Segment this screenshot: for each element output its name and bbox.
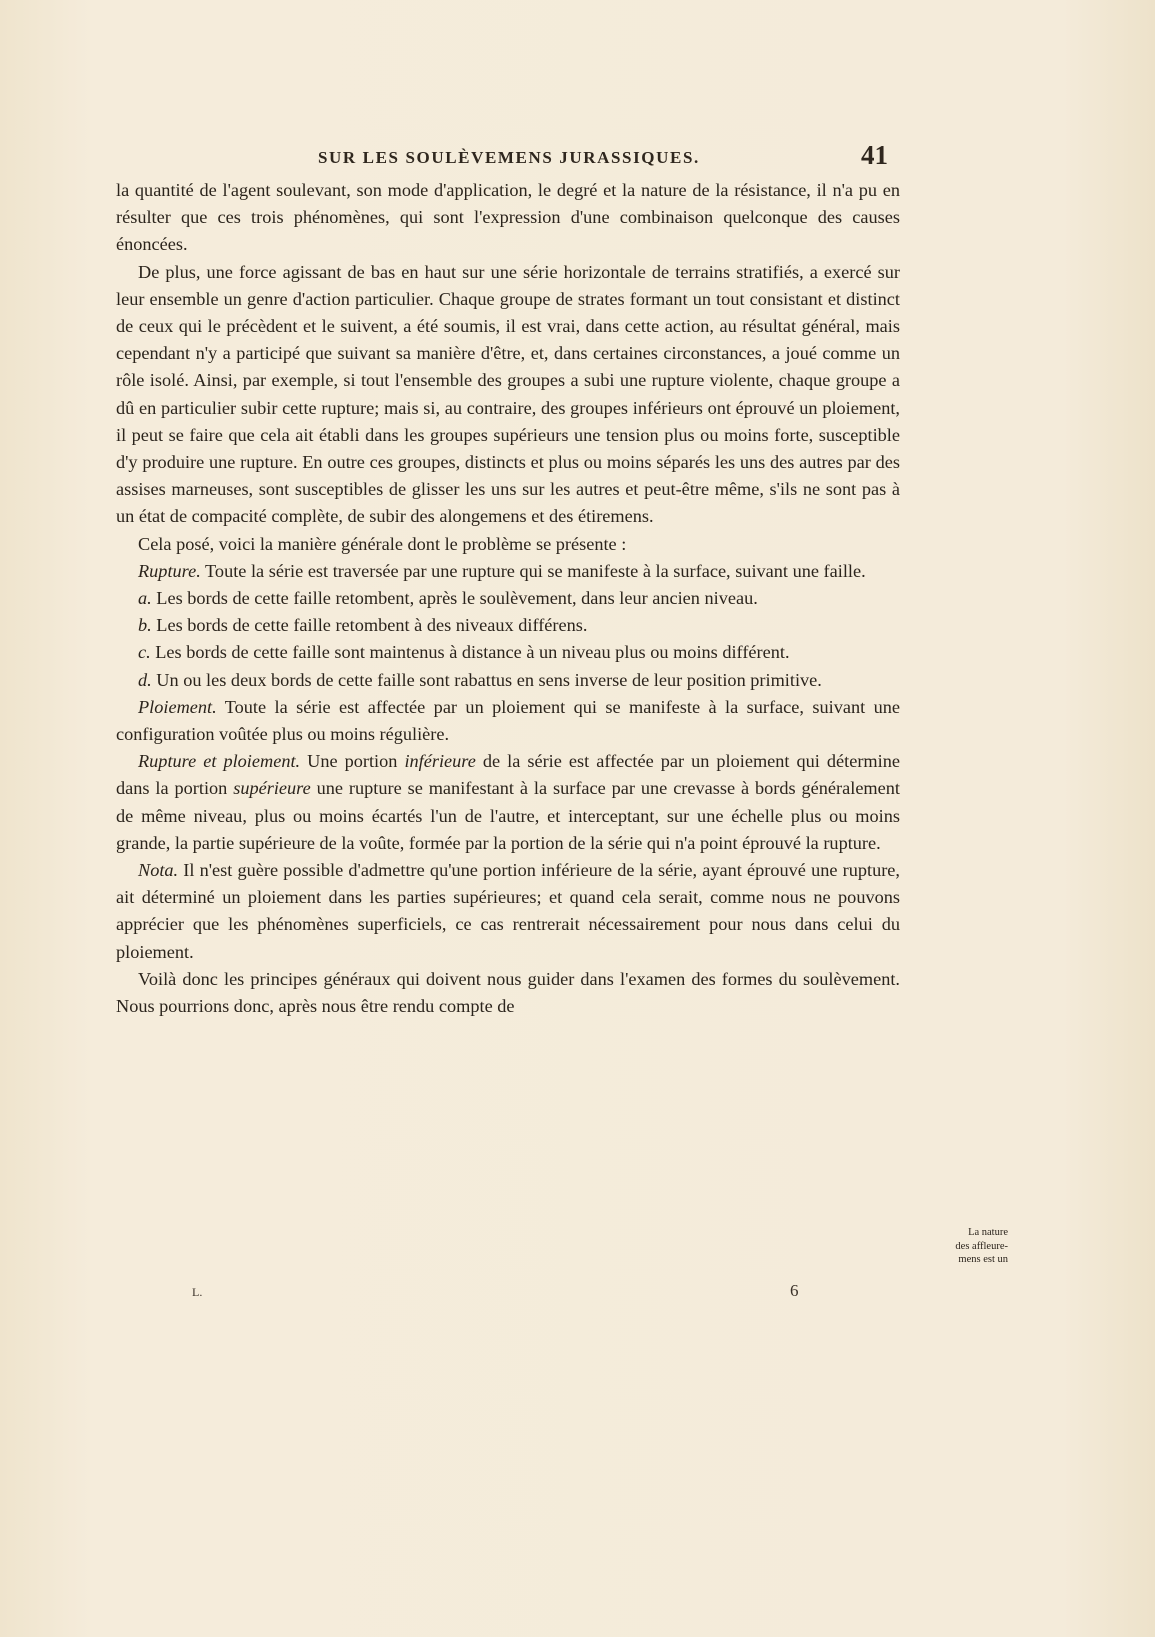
emphasis-inferieure: inférieure	[404, 751, 476, 772]
label-c: c.	[138, 642, 151, 663]
margin-note-line-3: mens est un	[958, 1254, 1008, 1265]
paragraph-c	[116, 639, 900, 666]
label-nota: Nota.	[138, 860, 179, 881]
text-nota: Il n'est guère possible d'admettre qu'une portion inférieure de la série, ayant éprouvé une rupture, ait déterminé un ploiement dans les parties supérieures; et quand cela serait, comme nous ne pouvons apprécier que les phénomènes superficiels, ce cas rentrerait nécessairement pour nous dans celui du ploiement.	[116, 860, 900, 962]
paragraph-ploiement	[116, 694, 900, 748]
text-rupture: Toute la série est traversée par une rupture qui se manifeste à la surface, suivant une faille.	[200, 560, 866, 581]
text-b: Les bords de cette faille retombent à des niveaux différens.	[151, 615, 588, 636]
margin-note-line-1: La nature	[968, 1227, 1008, 1238]
label-rupture: Rupture.	[138, 560, 201, 581]
label-rupture-ploiement: Rupture et ploiement.	[138, 751, 301, 772]
paragraph-rupture	[116, 558, 900, 585]
margin-note-line-2: des affleure-	[955, 1240, 1008, 1252]
signature-mark: L.	[192, 1285, 203, 1299]
text-d: Un ou les deux bords de cette faille sont rabattus en sens inverse de leur position primitive.	[151, 669, 822, 690]
text-ploiement: Toute la série est affectée par un ploiement qui se manifeste à la surface, suivant une configuration voûtée plus ou moins régulière.	[116, 696, 900, 745]
text-c: Les bords de cette faille sont maintenus à distance à un niveau plus ou moins différent.	[150, 642, 790, 663]
label-a: a.	[138, 588, 152, 609]
margin-note	[904, 1226, 1008, 1267]
text-rupture-ploiement-a: Une portion	[300, 751, 405, 772]
label-b: b.	[138, 615, 152, 636]
running-title: SUR LES SOULÈVEMENS JURASSIQUES.	[318, 148, 700, 167]
paragraph-a	[116, 585, 900, 612]
text-rupture-ploiement-c: une rupture se manifestant à la surface par une crevasse à bords généralement de même niveau, plus ou moins écartés l'un de l'autre, et interceptant, sur une échelle plus ou moins grande, la partie supérieure de la voûte, formée par la portion de la série qui n'a point éprouvé la rupture.	[116, 778, 900, 853]
paragraph-d	[116, 667, 900, 694]
text-a: Les bords de cette faille retombent, après le soulèvement, dans leur ancien niveau.	[151, 588, 758, 609]
body-text	[116, 177, 900, 1020]
paragraph-rupture-ploiement	[116, 748, 900, 857]
page-number: 41	[861, 140, 888, 170]
text-rupture-ploiement-b: de la série est affectée par un ploiement qui détermine dans la portion	[116, 751, 900, 799]
paragraph-3: Cela posé, voici la manière générale dont le problème se présente :	[138, 533, 627, 554]
label-ploiement: Ploiement.	[138, 696, 217, 717]
paragraph-nota	[116, 857, 900, 966]
running-head	[118, 140, 896, 176]
paragraph-last: Voilà donc les principes généraux qui doivent nous guider dans l'examen des formes du soulèvement. Nous pourrions donc, après nous être rendu compte de	[116, 968, 900, 1017]
paragraph-b	[116, 612, 900, 639]
paragraph-1: la quantité de l'agent soulevant, son mode d'application, le degré et la nature de la résistance, il n'a pu en résulter que ces trois phénomènes, qui sont l'expression d'une combinaison quelconque des causes énoncées.	[116, 180, 900, 255]
label-d: d.	[138, 669, 152, 690]
emphasis-superieure: supérieure	[233, 778, 311, 799]
signature-number: 6	[790, 1281, 799, 1300]
paragraph-2: De plus, une force agissant de bas en haut sur une série horizontale de terrains stratifiés, a exercé sur leur ensemble un genre d'action particulier. Chaque groupe de strates formant un tout consistant et distinct de ceux qui le précèdent et le suivent, a été soumis, il est vrai, dans cette action, au résultat général, mais cependant n'y a participé que suivant sa manière d'être, et, dans certaines circonstances, a joué comme un rôle isolé. Ainsi, par exemple, si tout l'ensemble des groupes a subi une rupture violente, chaque groupe a dû en particulier subir cette rupture; mais si, au contraire, des groupes inférieurs ont éprouvé un ploiement, il peut se faire que cela ait établi dans les groupes supérieurs une tension plus ou moins forte, susceptible d'y produire une rupture. En outre ces groupes, distincts et plus ou moins séparés les uns des autres par des assises marneuses, sont susceptibles de glisser les uns sur les autres et peut-être même, s'ils ne sont pas à un état de compacité complète, de subir des alongemens et des étiremens.	[116, 261, 900, 527]
